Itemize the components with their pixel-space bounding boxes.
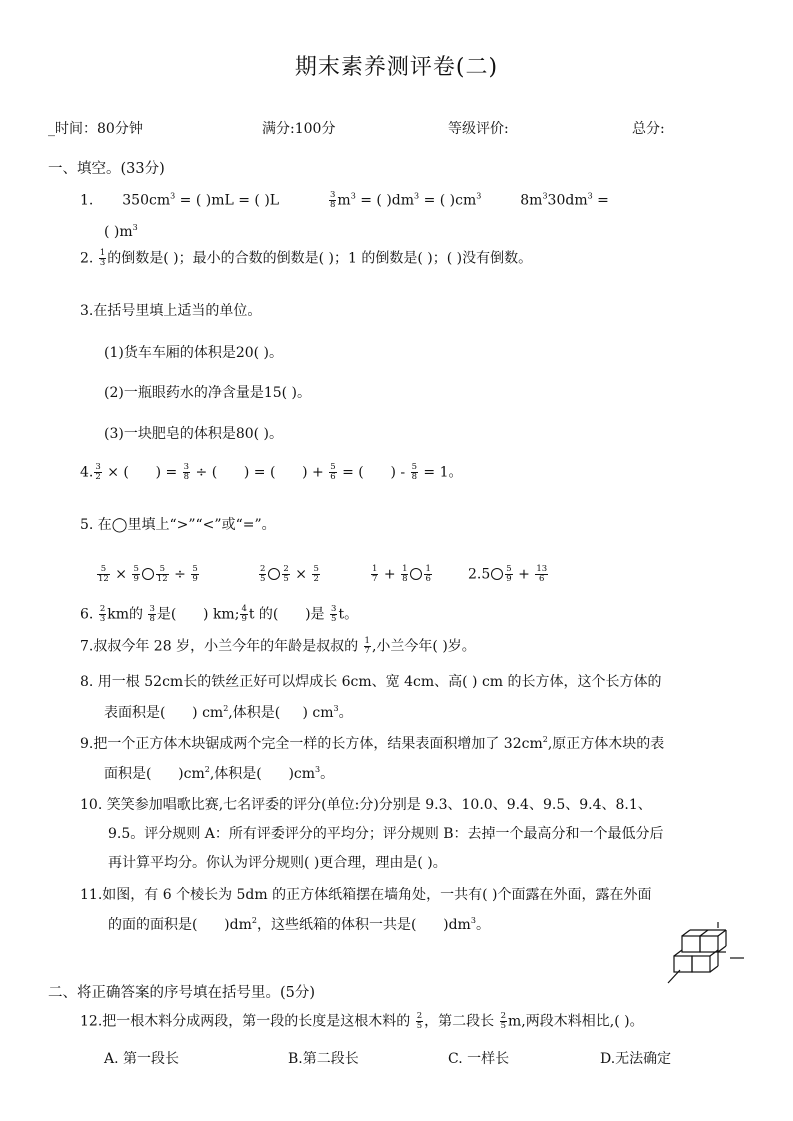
q6-line: 6. $\frac{2}{3}$ km的 $\frac{3}{8}$ 是( ) km; $\frac{4}{9}$ t 的( )是 $\frac{3}{5}$ t。	[80, 604, 359, 624]
q3-item-3: (3)一块肥皂的体积是80( )。	[104, 426, 284, 442]
section-2-heading: 二、将正确答案的序号填在括号里。(5分)	[48, 985, 316, 1001]
q8-line2: 表面积是( ) $cm^2$,体积是( ) $cm^3$。	[104, 704, 353, 721]
header-full-score: 满分:100分	[262, 121, 336, 137]
q3-heading: 3.在括号里填上适当的单位。	[80, 303, 262, 319]
compare-circle[interactable]	[491, 568, 503, 580]
compare-circle[interactable]	[410, 568, 422, 580]
header-total: 总分:	[632, 121, 665, 137]
q5-expr-4: 2.5 $\frac{5}{9}$ + $\frac{13}{6}$	[468, 564, 548, 584]
q5-expr-3: $\frac{1}{7}$ + $\frac{1}{8}$ $\frac{1}{6}$	[372, 564, 431, 584]
q1-number: 1.	[80, 192, 94, 209]
q1-line1: 1. $350cm^3$ = ( )mL = ( )L $\frac{3}{8}$ $m^3$ = ( )$dm^3$ = ( )$cm^3$ $8m^330dm^3$ =	[80, 190, 609, 210]
header-time: _时间：80分钟	[48, 121, 143, 137]
q2-fraction: $\frac{1}{3}$	[99, 248, 106, 268]
q12-option-b[interactable]: B.第二段长	[288, 1051, 359, 1067]
q7-line: 7.叔叔今年 28 岁，小兰今年的年龄是叔叔的 $\frac{1}{7}$ ,小兰今年( )岁。	[80, 636, 476, 656]
q1-line2: ( )$m^3$	[104, 223, 138, 240]
q4-line: 4. $\frac{3}{2}$ × ( ) = $\frac{3}{8}$ ÷ ( ) = ( ) + $\frac{5}{6}$ = ( ) - $\frac{5}{8}$ = 1。	[80, 462, 463, 482]
compare-circle[interactable]	[142, 568, 154, 580]
q5-expr-2: $\frac{2}{5}$ $\frac{2}{5}$ × $\frac{5}{2}$	[260, 564, 319, 584]
q10-line2: 9.5。评分规则 A：所有评委评分的平均分；评分规则 B：去掉一个最高分和一个最低分后	[108, 826, 664, 842]
q9-line1: 9.把一个正方体木块锯成两个完全一样的长方体，结果表面积增加了 $32cm^2$,原正方体木块的表	[80, 735, 665, 752]
q1-fraction: $\frac{3}{8}$	[330, 190, 336, 210]
q10-line3: 再计算平均分。你认为评分规则( )更合理，理由是( )。	[108, 855, 447, 871]
stacked-boxes-figure	[660, 918, 750, 988]
section-1-heading: 一、填空。(33分)	[48, 161, 165, 177]
q3-item-1: (1)货车车厢的体积是20( )。	[104, 345, 284, 361]
q12-option-c[interactable]: C. 一样长	[448, 1051, 510, 1067]
q3-item-2: (2)一瓶眼药水的净含量是15( )。	[104, 385, 312, 401]
q5-expr-1: $\frac{5}{12}$ × $\frac{5}{9}$ $\frac{5}{12}$ ÷ $\frac{5}{9}$	[98, 564, 198, 584]
q9-line2: 面积是( )$cm^2$,体积是( )$cm^3$。	[104, 765, 335, 782]
q10-line1: 10. 笑笑参加唱歌比赛,七名评委的评分(单位:分)分别是 9.3、10.0、9.4、9.5、9.4、8.1、	[80, 797, 652, 813]
header-grade: 等级评价:	[448, 121, 509, 137]
page-title: 期末素养测评卷(二)	[294, 55, 499, 80]
q11-line1: 11.如图，有 6 个棱长为 5dm 的正方体纸箱摆在墙角处，一共有( )个面露在外面，露在外面	[80, 887, 652, 903]
q12-line: 12.把一根木料分成两段，第一段的长度是这根木料的 $\frac{2}{5}$ ，第二段长 $\frac{2}{5}$ m,两段木料相比,( )。	[80, 1011, 644, 1031]
q8-line1: 8. 用一根 52cm长的铁丝正好可以焊成长 6cm、宽 4cm、高( ) cm 的长方体，这个长方体的	[80, 674, 662, 690]
q11-line2: 的面的面积是( )$dm^2$，这些纸箱的体积一共是( )$dm^3$。	[108, 916, 490, 933]
compare-circle[interactable]	[268, 568, 280, 580]
q12-option-d[interactable]: D.无法确定	[600, 1051, 672, 1067]
q5-heading: 5. 在◯里填上“>”“<”或“=”。	[80, 517, 276, 533]
q2-line: 2. $\frac{1}{3}$ 的倒数是( )；最小的合数的倒数是( )；1 的倒数是( )；( )没有倒数。	[80, 248, 533, 268]
q12-option-a[interactable]: A. 第一段长	[104, 1051, 180, 1067]
